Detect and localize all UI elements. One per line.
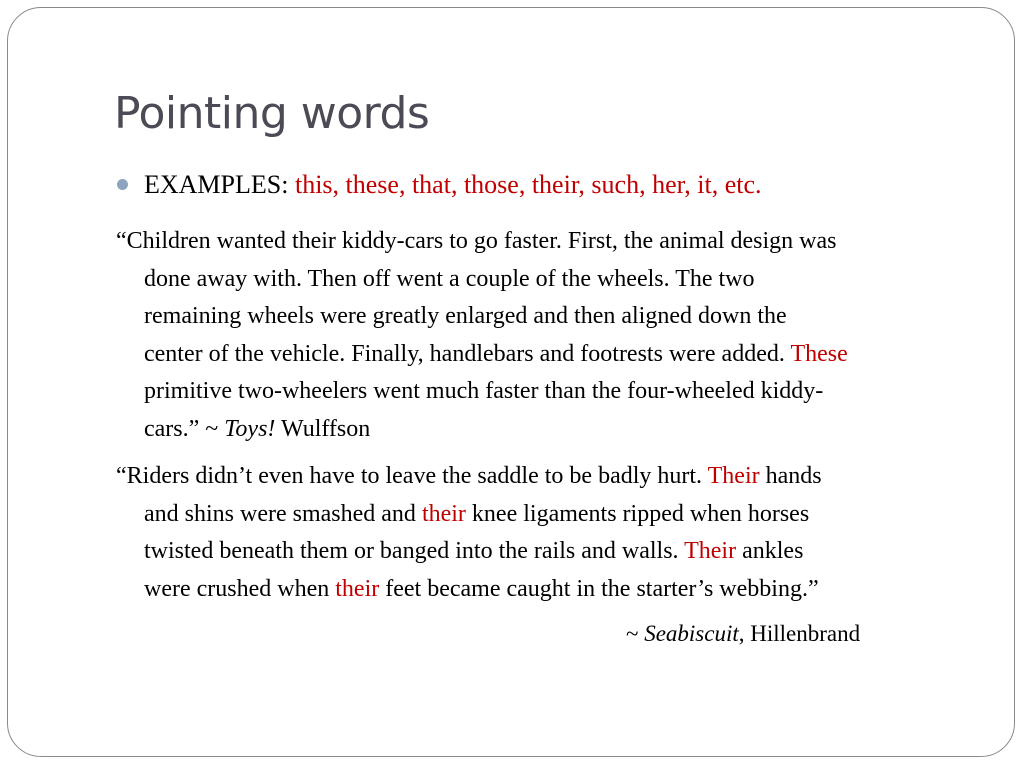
quote-text: were crushed when: [144, 575, 330, 602]
slide: [7, 7, 1015, 757]
highlight-word: their: [421, 500, 466, 527]
highlight-word: Their: [707, 463, 760, 489]
quote-text: feet became caught in the starter’s webbing.”: [385, 575, 819, 602]
quote-line: “Children wanted their kiddy-cars to go faster. First, the animal design was: [116, 228, 837, 254]
quote-line: [116, 458, 986, 496]
author-name: Wulffson: [281, 415, 371, 442]
quote-text: twisted beneath them or banged into the rails and walls.: [144, 538, 679, 565]
quote-line: [116, 571, 986, 609]
examples-list: this, these, that, those, their, such, her, it, etc.: [294, 170, 762, 199]
book-title: Toys!: [224, 415, 276, 442]
quote-text: knee ligaments ripped when horses: [471, 500, 810, 527]
highlight-word: their: [335, 575, 380, 602]
quote-seabiscuit: [116, 458, 986, 608]
quote-text: and shins were smashed and: [144, 500, 416, 527]
quote-line: [116, 496, 986, 534]
attribution: [626, 621, 860, 647]
quote-line: [116, 411, 986, 449]
quote-text: “Riders didn’t even have to leave the saddle to be badly hurt.: [116, 463, 703, 489]
quote-text: center of the vehicle. Finally, handlebars and footrests were added.: [144, 340, 785, 367]
bullet-dot-icon: [117, 179, 128, 190]
quote-text: ankles: [742, 538, 804, 565]
quote-line: primitive two-wheelers went much faster than the four-wheeled kiddy-: [144, 378, 824, 405]
quote-line: [116, 533, 986, 571]
quote-line: done away with. Then off went a couple of the wheels. The two: [144, 265, 755, 292]
attribution-prefix: ~: [626, 621, 639, 646]
quote-line: remaining wheels were greatly enlarged and then aligned down the: [144, 303, 787, 330]
quote-toys: [116, 223, 986, 449]
examples-label: EXAMPLES:: [144, 170, 289, 199]
highlight-word: Their: [684, 538, 737, 565]
quote-text: cars.” ~: [144, 415, 219, 442]
slide-title: Pointing words: [114, 88, 430, 139]
highlight-word: These: [790, 340, 848, 367]
quote-line: [116, 336, 986, 374]
examples-bullet: [117, 170, 762, 200]
author-name: , Hillenbrand: [738, 621, 861, 646]
book-title: Seabiscuit: [644, 621, 739, 646]
quote-text: hands: [765, 463, 822, 489]
